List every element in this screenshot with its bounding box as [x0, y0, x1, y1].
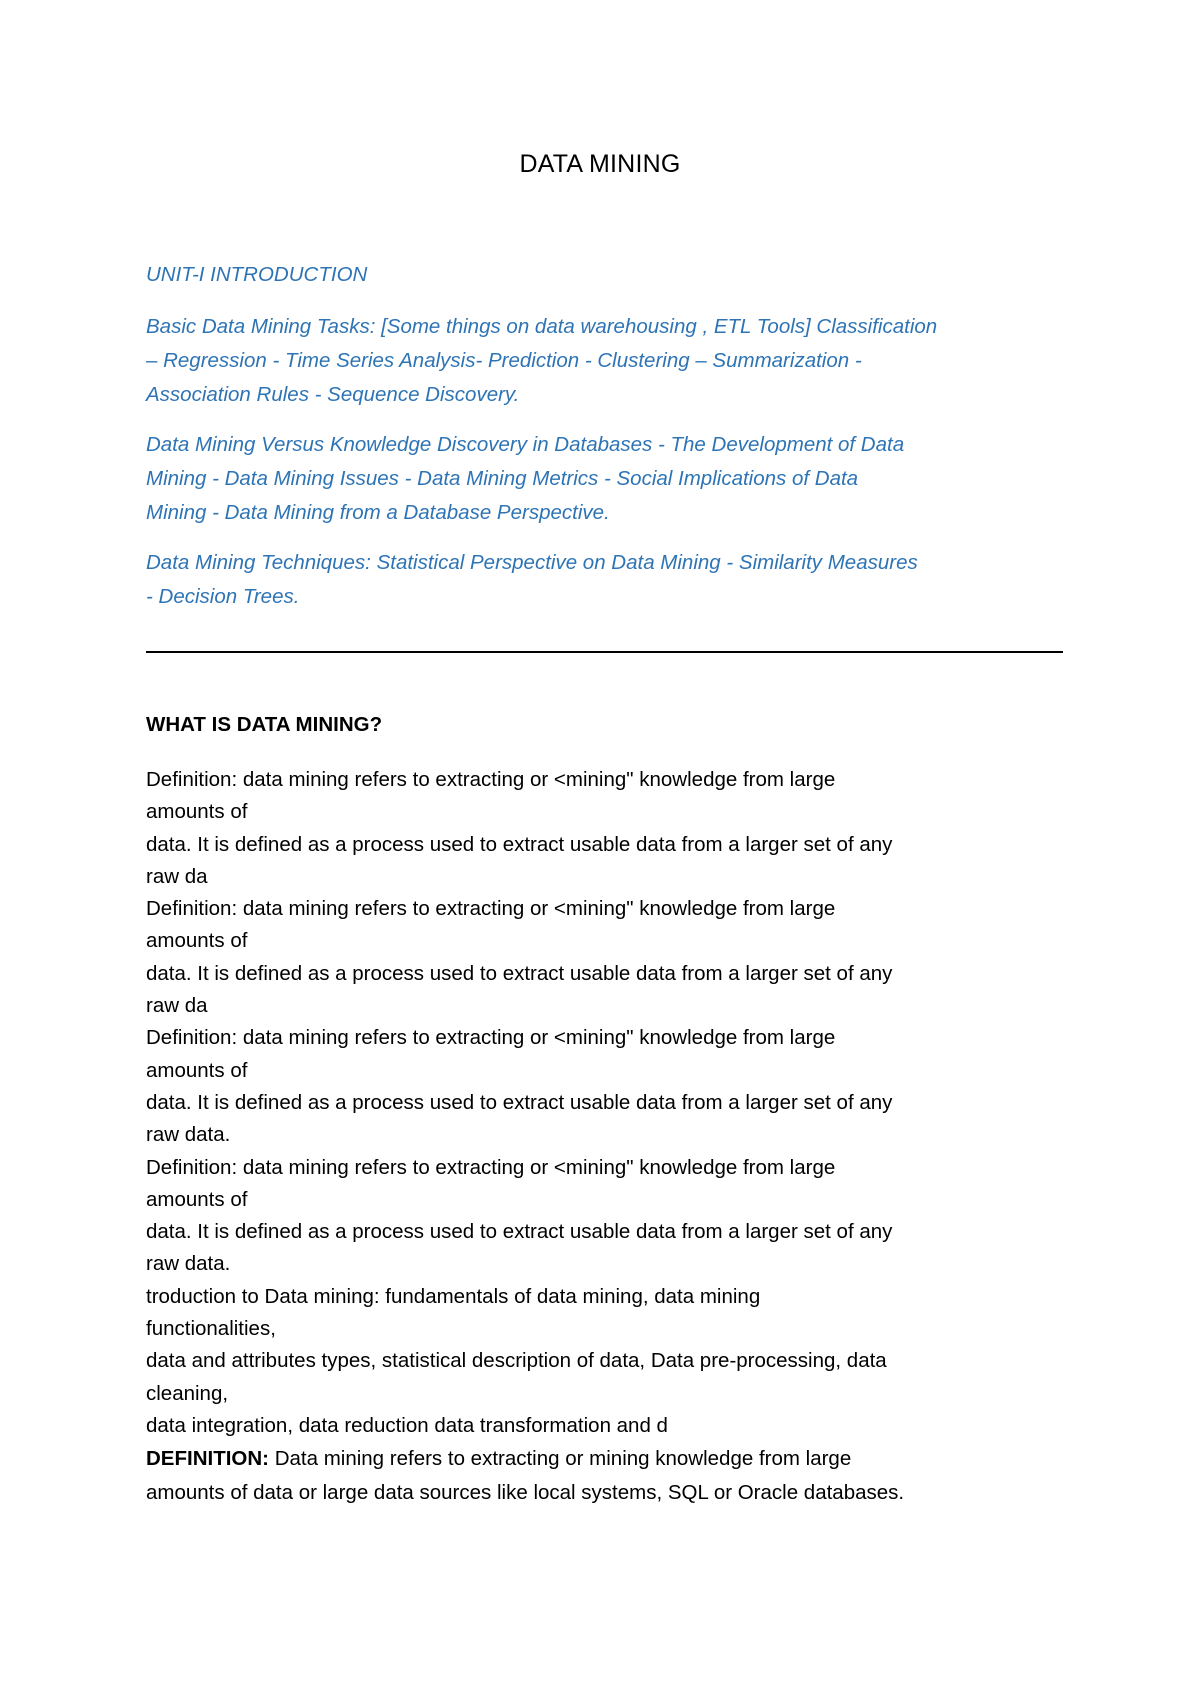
body-line: amounts of [146, 1058, 248, 1082]
definition-text: Data mining refers to extracting or mining knowledge from large [269, 1447, 852, 1471]
unit-heading: UNIT-I INTRODUCTION [146, 263, 368, 286]
definition-label: DEFINITION: [146, 1447, 269, 1471]
body-line: amounts of [146, 929, 248, 953]
body-line: cleaning, [146, 1381, 229, 1405]
body-line: Definition: data mining refers to extracting or <mining" knowledge from large [146, 1155, 836, 1179]
section-heading: WHAT IS DATA MINING? [146, 713, 383, 736]
body-line: data. It is defined as a process used to extract usable data from a larger set of any [146, 1220, 893, 1244]
body-line: Definition: data mining refers to extracting or <mining" knowledge from large [146, 768, 836, 791]
body-line: data. It is defined as a process used to extract usable data from a larger set of any [146, 961, 893, 985]
definition-line: amounts of data or large data sources like local systems, SQL or Oracle databases. [146, 1481, 905, 1505]
body-line: troduction to Data mining: fundamentals of data mining, data mining [146, 1284, 761, 1308]
syllabus-line: Basic Data Mining Tasks: [Some things on data warehousing , ETL Tools] Classification [146, 315, 938, 338]
body-line: raw data. [146, 1123, 231, 1147]
syllabus-line: Mining - Data Mining Issues - Data Mining Metrics - Social Implications of Data [146, 467, 859, 490]
body-line: data and attributes types, statistical description of data, Data pre-processing, data [146, 1349, 887, 1373]
body-line: raw data. [146, 1252, 231, 1276]
syllabus-line: Association Rules - Sequence Discovery. [146, 383, 520, 406]
definition-line [146, 1442, 1066, 1476]
syllabus-paragraph-techniques [146, 546, 1066, 614]
body-line: data. It is defined as a process used to extract usable data from a larger set of any [146, 832, 893, 856]
syllabus-line: Mining - Data Mining from a Database Perspective. [146, 501, 610, 524]
body-line: Definition: data mining refers to extracting or <mining" knowledge from large [146, 897, 836, 921]
body-line: amounts of [146, 800, 248, 824]
body-line: functionalities, [146, 1317, 276, 1341]
syllabus-line: Data Mining Techniques: Statistical Perspective on Data Mining - Similarity Measures [146, 551, 918, 574]
horizontal-divider [146, 651, 1063, 653]
syllabus-block [146, 258, 1066, 630]
syllabus-line: – Regression - Time Series Analysis- Prediction - Clustering – Summarization - [146, 349, 862, 372]
syllabus-line: - Decision Trees. [146, 585, 300, 608]
syllabus-paragraph-tasks [146, 310, 1066, 412]
syllabus-paragraph-kdd [146, 428, 1066, 530]
body-line: data. It is defined as a process used to extract usable data from a larger set of any [146, 1090, 893, 1114]
document-title: DATA MINING [519, 150, 681, 178]
body-line: amounts of [146, 1187, 248, 1211]
body-line: raw da [146, 864, 208, 888]
syllabus-line: Data Mining Versus Knowledge Discovery in Databases - The Development of Data [146, 433, 905, 456]
section-what-is-data-mining [146, 708, 1066, 1510]
body-line: raw da [146, 994, 208, 1018]
body-line: Definition: data mining refers to extracting or <mining" knowledge from large [146, 1026, 836, 1050]
body-line: data integration, data reduction data transformation and d [146, 1413, 668, 1437]
